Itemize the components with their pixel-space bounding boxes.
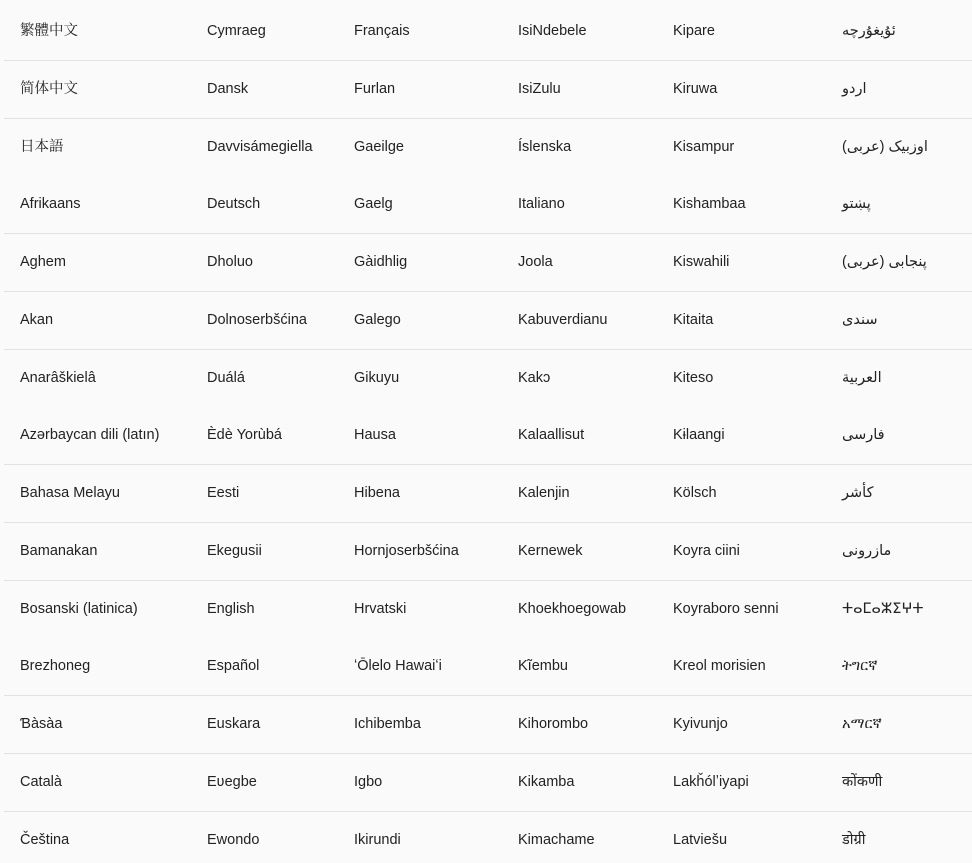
language-row: [4, 61, 972, 119]
language-option[interactable]: Kitaita: [673, 311, 714, 328]
language-option[interactable]: Kreol morisien: [673, 658, 766, 675]
language-option[interactable]: Kalaallisut: [518, 427, 585, 444]
language-option[interactable]: Davvisámegiella: [207, 138, 313, 155]
language-option[interactable]: Kiruwa: [673, 80, 718, 97]
language-option[interactable]: English: [207, 600, 255, 617]
language-row: [4, 119, 972, 177]
language-option[interactable]: Lakȟólʼiyapi: [673, 773, 749, 790]
language-option[interactable]: Latviešu: [673, 831, 728, 848]
language-option[interactable]: Ikirundi: [354, 831, 401, 848]
language-option[interactable]: Kiswahili: [673, 254, 730, 270]
language-option[interactable]: Català: [20, 773, 62, 790]
language-row: [4, 465, 972, 523]
language-option[interactable]: Español: [207, 658, 260, 675]
language-option[interactable]: Kihorombo: [518, 716, 589, 732]
language-option[interactable]: Kisampur: [673, 138, 735, 155]
language-option[interactable]: 日本語: [20, 138, 64, 155]
language-option[interactable]: Euskara: [207, 716, 261, 732]
language-option[interactable]: Joola: [518, 254, 553, 270]
language-option[interactable]: Ichibemba: [354, 716, 421, 732]
language-option[interactable]: ئۇيغۇرچە: [842, 23, 896, 39]
language-option[interactable]: Ewondo: [207, 831, 260, 848]
language-option[interactable]: Kĩembu: [518, 658, 568, 675]
language-option[interactable]: پنجابی (عربی): [842, 254, 927, 270]
language-option[interactable]: فارسی: [842, 427, 885, 444]
language-option[interactable]: ትግርኛ: [842, 658, 878, 675]
language-option[interactable]: Anarâškielâ: [20, 369, 96, 386]
language-option[interactable]: Kabuverdianu: [518, 311, 608, 328]
language-option[interactable]: Kikamba: [518, 773, 575, 790]
language-option[interactable]: Bosanski (latinica): [20, 600, 138, 617]
language-option[interactable]: Kipare: [673, 23, 715, 39]
language-option[interactable]: Hornjoserbšćina: [354, 542, 459, 559]
language-option[interactable]: डोग्री: [842, 831, 866, 848]
language-option[interactable]: Kɨlaangi: [673, 427, 725, 444]
language-option[interactable]: ⵜⴰⵎⴰⵣⵉⵖⵜ: [842, 600, 924, 617]
language-option[interactable]: Bamanakan: [20, 542, 98, 559]
language-option[interactable]: ʻŌlelo Hawaiʻi: [354, 658, 442, 675]
language-row: [4, 638, 972, 696]
language-option[interactable]: አማርኛ: [842, 716, 882, 732]
language-option[interactable]: Dansk: [207, 80, 249, 97]
language-option[interactable]: اوزبیک (عربی): [842, 138, 928, 155]
language-option[interactable]: Gaelg: [354, 196, 393, 213]
language-option[interactable]: Brezhoneg: [20, 658, 91, 675]
language-option[interactable]: Kakɔ: [518, 369, 551, 386]
language-row: [4, 3, 972, 61]
language-option[interactable]: Gaeilge: [354, 138, 404, 155]
language-option[interactable]: مازرونی: [842, 542, 892, 559]
language-option[interactable]: Italiano: [518, 196, 565, 213]
language-option[interactable]: IsiNdebele: [518, 23, 587, 39]
language-option[interactable]: Eʋegbe: [207, 773, 257, 790]
language-option[interactable]: Dolnoserbšćina: [207, 311, 307, 328]
language-option[interactable]: Koyraboro senni: [673, 600, 779, 617]
language-option[interactable]: پښتو: [842, 196, 871, 213]
language-option[interactable]: Kyivunjo: [673, 716, 728, 732]
language-row: [4, 581, 972, 639]
language-option[interactable]: Kalenjin: [518, 485, 570, 501]
language-option[interactable]: Français: [354, 23, 410, 39]
language-row: [4, 812, 972, 863]
language-option[interactable]: Dholuo: [207, 254, 253, 270]
language-option[interactable]: Hrvatski: [354, 600, 407, 617]
language-row: [4, 407, 972, 465]
language-option[interactable]: Kernewek: [518, 542, 583, 559]
language-option[interactable]: Kiteso: [673, 369, 714, 386]
language-option[interactable]: 简体中文: [20, 80, 78, 97]
language-row: [4, 292, 972, 350]
language-option[interactable]: Cymraeg: [207, 23, 266, 39]
language-option[interactable]: Hausa: [354, 427, 396, 444]
language-row: [4, 234, 972, 292]
language-option[interactable]: 繁體中文: [20, 23, 78, 39]
language-option[interactable]: Akan: [20, 311, 54, 328]
language-option[interactable]: العربية: [842, 369, 882, 386]
language-option[interactable]: Čeština: [20, 831, 70, 848]
language-option[interactable]: Bahasa Melayu: [20, 485, 120, 501]
language-row: [4, 523, 972, 581]
language-row: [4, 176, 972, 234]
language-option[interactable]: Eesti: [207, 485, 240, 501]
language-option[interactable]: Gàidhlig: [354, 254, 408, 270]
language-option[interactable]: سندی: [842, 311, 878, 328]
language-option[interactable]: Kölsch: [673, 485, 717, 501]
language-option[interactable]: Kimachame: [518, 831, 595, 848]
language-option[interactable]: اردو: [842, 80, 867, 97]
language-option[interactable]: IsiZulu: [518, 80, 561, 97]
language-option[interactable]: Aghem: [20, 254, 66, 270]
language-option[interactable]: Ɓàsàa: [20, 716, 63, 732]
language-option[interactable]: Èdè Yorùbá: [207, 427, 282, 444]
language-option[interactable]: Duálá: [207, 369, 245, 386]
language-option[interactable]: Íslenska: [518, 138, 572, 155]
language-option[interactable]: Koyra ciini: [673, 542, 740, 559]
language-option[interactable]: Gikuyu: [354, 369, 400, 386]
language-option[interactable]: کأشر: [842, 485, 874, 501]
language-option[interactable]: Azərbaycan dili (latın): [20, 427, 160, 444]
language-option[interactable]: Furlan: [354, 80, 396, 97]
language-row: [4, 696, 972, 754]
language-option[interactable]: Khoekhoegowab: [518, 600, 627, 617]
language-row: [4, 754, 972, 812]
language-option[interactable]: कोंकणी: [842, 773, 883, 790]
language-option[interactable]: Kishambaa: [673, 196, 746, 213]
language-option[interactable]: Afrikaans: [20, 196, 81, 213]
language-option[interactable]: Deutsch: [207, 196, 261, 213]
language-option[interactable]: Hibena: [354, 485, 400, 501]
language-option[interactable]: Igbo: [354, 773, 383, 790]
language-option[interactable]: Ekegusii: [207, 542, 262, 559]
language-row: [4, 350, 972, 408]
language-option[interactable]: Galego: [354, 311, 401, 328]
